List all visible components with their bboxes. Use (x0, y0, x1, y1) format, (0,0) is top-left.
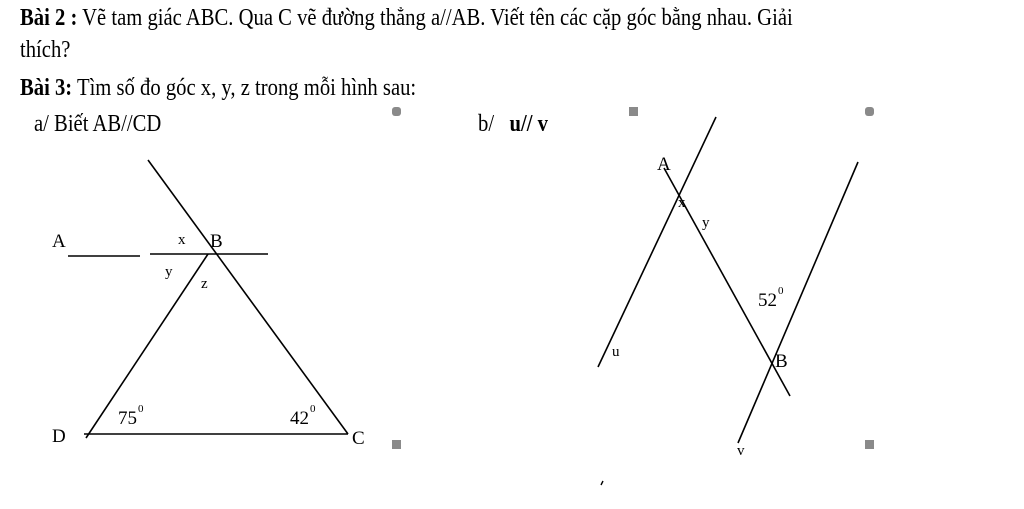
point-c-label: C (352, 428, 365, 449)
figure-b (598, 117, 858, 443)
line-v (738, 162, 858, 443)
angle-52-value: 52 (758, 290, 777, 311)
angle-c-value: 42 (290, 408, 309, 429)
figure-a (68, 160, 348, 438)
angle-x-label-b: x (678, 195, 686, 211)
resize-handle-top-mid[interactable] (629, 107, 638, 116)
resize-handle-bottom-left[interactable] (392, 440, 401, 449)
point-b-label: B (210, 231, 223, 252)
angle-y-label: y (165, 264, 173, 280)
point-d-label: D (52, 426, 66, 447)
resize-handle-top-left[interactable] (392, 107, 401, 116)
line-u-label: u (612, 344, 620, 360)
part-a-condition: a/ Biết AB//CD (34, 111, 162, 137)
figure-a-labels (52, 231, 365, 449)
angle-y-label-b: y (702, 215, 710, 231)
point-b-label-b: B (775, 351, 788, 372)
figure-b-labels (612, 154, 788, 459)
point-a-label: A (52, 231, 66, 252)
exercise-3-text: Tìm số đo góc x, y, z trong mỗi hình sau: (72, 75, 417, 101)
part-b-parallel: u// v (509, 111, 548, 137)
line-db (86, 254, 208, 438)
angle-52-degree: 0 (778, 285, 784, 297)
exercise-2-text: Vẽ tam giác ABC. Qua C vẽ đường thẳng a//AB. Viết tên các cặp góc bằng nhau. Giải (77, 5, 793, 31)
angle-x-label: x (178, 232, 186, 248)
angle-d-degree: 0 (138, 403, 144, 415)
stray-mark (601, 481, 603, 485)
line-v-label: v (737, 443, 745, 459)
resize-handle-top-right[interactable] (865, 107, 874, 116)
exercise-3-label: Bài 3: (20, 75, 73, 101)
angle-d-value: 75 (118, 408, 137, 429)
exercise-2-label: Bài 2 : (20, 5, 78, 31)
exercise-2-line-2: thích? (20, 37, 71, 63)
resize-handle-bottom-right[interactable] (865, 440, 874, 449)
part-b-prefix: b/ (478, 111, 495, 137)
angle-c-degree: 0 (310, 403, 316, 415)
angle-z-label: z (201, 276, 208, 292)
line-transversal-bc (148, 160, 348, 434)
point-a-label-b: A (657, 154, 671, 175)
selection-handles[interactable] (392, 107, 874, 449)
